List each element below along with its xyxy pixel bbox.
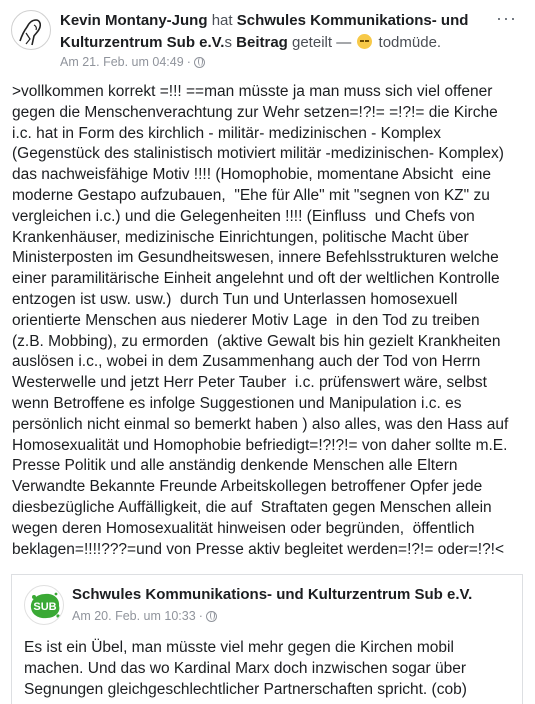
shared-post-meta xyxy=(72,609,217,623)
sub-logo-icon xyxy=(25,586,64,625)
sub-logo-text: SUB xyxy=(33,601,57,613)
profile-sketch-icon xyxy=(12,11,51,50)
shared-meta-separator: · xyxy=(198,609,203,623)
shared-page-name[interactable]: Schwules Kommunikations- und Kulturzentrum Sub e.V. xyxy=(72,586,473,603)
header-verb: hat xyxy=(211,12,233,29)
shared-globe-icon[interactable] xyxy=(206,611,217,622)
post-header-line xyxy=(60,10,500,54)
globe-icon[interactable] xyxy=(194,57,205,68)
header-possessive: s xyxy=(224,34,232,51)
tired-face-icon xyxy=(357,34,372,49)
shared-post-timestamp-link[interactable]: Am 20. Feb. um 10:33 xyxy=(72,609,196,623)
post-body-text: >vollkommen korrekt =!!! ==man müsste ja man muss sich viel offener gegen die Menschenverachtung zur Wehr setzen=!?!= =!?!= die Kirche i.c. hat in Form des kirchlich - militär- medizinischen - Komplex (Gegenstück des stalinistisch motiviert militär -medizinischen- Komplex) das nachweisfähige Motiv !!!! (Homophobie, momentane Absicht eine moderne Gestapo aufzubauen, "Ehe für Alle" mit "segnen von KZ" zu vergleichen i.c.) und die Gelegenheiten !!!! (Einfluss und Chefs von Krankenhäuser, medizinische Einrichtungen, politische Macht über Ministerposten im Gesundheitswesen, innere Befehlsstrukturen welche einer paramilitärische Einheit angelehnt und oft der weltlichen Kontrolle entzogen ist usw. usw.) durch Tun und Unterlassen homosexuell orientierte Menschen aus niederer Motiv Lage in den Tod zu treiben (z.B. Mobbing), zu ermorden (aktive Gewalt bis hin gezielt Krankheiten auslösen i.c., wobei in dem Zusammenhang auch der Tod von Herrn Westerwelle und jetzt Herr Peter Tauber i.c. prüfenswert wäre, selbst wenn Betroffene es infolge Suggestionen und Manipulation i.c. es persönlich nicht einmal so bemerkt haben ) also alles, was den Hass auf Homosexualität und Homophobie befriedigt=!?!?!= von daher sollte m.E. Presse Politik und alle anständig denkende Menschen alle Eltern Verwandte Bekannte Freunde Arbeitskollegen betroffener Opfer jede diesbezügliche Auffälligkeit, die auf Straftaten gegen Menschen allein wegen deren Homosexualität hinweisen oder begründen, öffentlich beklagen=!!!!???=und von Presse aktiv begleitet werden=!?!= oder=!?!< xyxy=(12,83,509,558)
meta-separator: · xyxy=(186,55,191,69)
post-meta xyxy=(60,55,205,69)
header-shared-text: geteilt — xyxy=(292,34,352,51)
more-options-button[interactable]: ··· xyxy=(496,8,517,28)
sub-logo-avatar[interactable] xyxy=(24,585,64,625)
shared-post-link[interactable]: Beitrag xyxy=(236,34,288,51)
author-avatar[interactable] xyxy=(11,10,51,50)
author-name-link[interactable]: Kevin Montany-Jung xyxy=(60,12,208,29)
post-header xyxy=(0,0,535,80)
shared-post-card[interactable] xyxy=(11,574,523,704)
shared-post-text: Es ist ein Übel, man müsste viel mehr gegen die Kirchen mobil machen. Und das wo Kardinal Marx doch inzwischen sogar über Segnungen gleichgeschlechtlicher Partnerschaften spricht. (cob) xyxy=(24,639,467,698)
shared-page-name-link[interactable]: Schwules Kommunikations- und Kulturzentrum Sub e.V. xyxy=(60,12,469,51)
header-feeling: todmüde. xyxy=(378,34,442,51)
post-timestamp-link[interactable]: Am 21. Feb. um 04:49 xyxy=(60,55,184,69)
